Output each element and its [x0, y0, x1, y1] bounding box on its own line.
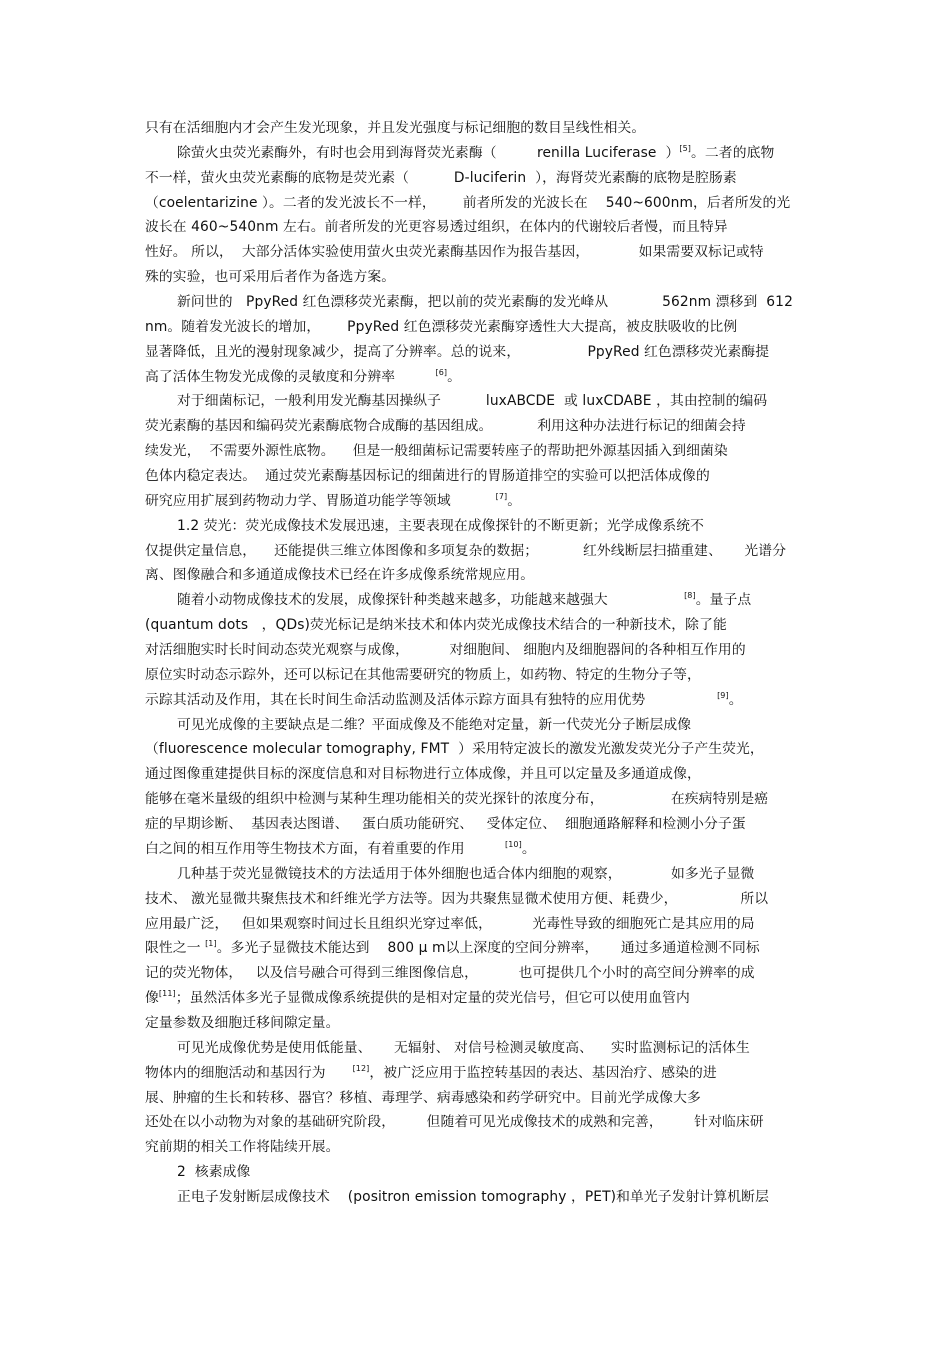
text-line: [145, 340, 825, 365]
line-tail: ，被广泛应用于监控转基因的表达、基因治疗、感染的进: [369, 1064, 717, 1081]
text-line: [145, 912, 825, 937]
text-line: [145, 737, 825, 762]
text-line: [145, 389, 825, 414]
text-line: [145, 887, 825, 912]
line-text: （fluorescence molecular tomography, FMT ）采用特定波长的激发光激发荧光分子产生荧光，: [145, 741, 764, 758]
line-text: 随着小动物成像技术的发展，成像探针种类越来越多，功能越来越强大: [177, 592, 685, 609]
line-text: 限性之一: [145, 940, 206, 957]
text-line: [145, 837, 825, 862]
text-line: [145, 762, 825, 787]
citation-ref: [12]: [352, 1063, 370, 1073]
text-line: [145, 539, 825, 564]
body-text: [145, 116, 825, 1210]
text-line: [145, 936, 825, 961]
line-text: 对活细胞实时长时间动态荧光观察与成像， 对细胞间、 细胞内及细胞器间的各种相互作用的: [145, 642, 746, 659]
line-text: 荧光素酶的基因和编码荧光素酶底物合成酶的基因组成。 利用这种办法进行标记的细菌会持: [145, 418, 746, 435]
text-line: [145, 514, 825, 539]
citation-ref: [9]: [717, 690, 729, 700]
text-line: [145, 290, 825, 315]
line-text: 1.2 荧光：荧光成像技术发展迅速，主要表现在成像探针的不断更新；光学成像系统不: [177, 517, 705, 534]
line-text: 通过图像重建提供目标的深度信息和对目标物进行立体成像，并且可以定量及多通道成像，: [145, 766, 701, 783]
line-tail: ；虽然活体多光子显微成像系统提供的是相对定量的荧光信号，但它可以使用血管内: [175, 990, 690, 1007]
line-tail: 。: [447, 368, 462, 385]
text-line: [145, 1185, 825, 1210]
line-text: 对于细菌标记，一般利用发光酶基因操纵子 luxABCDE 或 luxCDABE ，其由控制的编码: [177, 393, 768, 410]
citation-ref: [6]: [435, 367, 448, 377]
line-text: 续发光， 不需要外源性底物。 但是一般细菌标记需要转座子的帮助把外源基因插入到细菌染: [145, 443, 728, 460]
text-line: [145, 141, 825, 166]
line-text: 色体内稳定表达。 通过荧光素酶基因标记的细菌进行的胃肠道排空的实验可以把活体成像的: [145, 468, 710, 485]
line-text: 技术、 激光显微共聚焦技术和纤维光学方法等。因为共聚焦显微术使用方便、耗费少， 所以: [145, 890, 769, 907]
line-text: 能够在毫米量级的组织中检测与某种生理功能相关的荧光探针的浓度分布， 在疾病特别是癌: [145, 791, 769, 808]
line-tail: 。: [728, 691, 743, 708]
text-line: [145, 191, 825, 216]
text-line: [145, 215, 825, 240]
citation-ref: [8]: [684, 591, 696, 601]
line-text: 应用最广泛， 但如果观察时间过长且组织光穿过率低， 光毒性导致的细胞死亡是其应用的局: [145, 915, 755, 932]
line-text: nm。随着发光波长的增加， PpyRed 红色漂移荧光素酶穿透性大大提高，被皮肤吸收的比例: [145, 318, 738, 335]
text-line: [145, 713, 825, 738]
text-line: [145, 1160, 825, 1185]
line-text: 像: [145, 990, 159, 1007]
line-text: 2 核素成像: [177, 1164, 251, 1181]
text-line: [145, 265, 825, 290]
text-line: [145, 1011, 825, 1036]
line-text: 高了活体生物发光成像的灵敏度和分辨率: [145, 368, 436, 385]
line-tail: 。量子点: [695, 592, 752, 609]
text-line: [145, 563, 825, 588]
line-text: 显著降低，且光的漫射现象减少，提高了分辨率。总的说来， PpyRed 红色漂移荧光素酶提: [145, 343, 770, 360]
text-line: [145, 464, 825, 489]
text-line: [145, 489, 825, 514]
line-text: 性好。 所以， 大部分活体实验使用萤火虫荧光素酶基因作为报告基因， 如果需要双标记或特: [145, 244, 764, 261]
line-text: 仅提供定量信息， 还能提供三维立体图像和多项复杂的数据； 红外线断层扫描重建、 光谱分: [145, 542, 787, 559]
line-text: 殊的实验，也可采用后者作为备选方案。: [145, 269, 396, 286]
text-line: [145, 166, 825, 191]
text-line: [145, 862, 825, 887]
text-line: [145, 787, 825, 812]
line-text: 示踪其活动及作用，其在长时间生命活动监测及活体示踪方面具有独特的应用优势: [145, 691, 718, 708]
citation-ref: [11]: [158, 989, 176, 999]
text-line: [145, 1086, 825, 1111]
line-text: 只有在活细胞内才会产生发光现象，并且发光强度与标记细胞的数目呈线性相关。: [145, 120, 646, 136]
line-text: 波长在 460~540nm 左右。前者所发的光更容易透过组织，在体内的代谢较后者慢，而且特异: [145, 219, 728, 236]
line-text: 可见光成像优势是使用低能量、 无辐射、 对信号检测灵敏度高、 实时监测标记的活体生: [177, 1039, 750, 1056]
line-text: 除萤火虫荧光素酶外，有时也会用到海肾荧光素酶（ renilla Luciferase ）: [177, 144, 680, 161]
text-line: [145, 588, 825, 613]
text-line: [145, 315, 825, 340]
text-line: [145, 1135, 825, 1160]
citation-ref: [7]: [495, 491, 508, 501]
line-text: 离、图像融合和多通道成像技术已经在许多成像系统常规应用。: [145, 567, 535, 584]
line-text: 展、肿瘤的生长和转移、器官？移植、毒理学、病毒感染和药学研究中。目前光学成像大多: [145, 1089, 701, 1106]
text-line: [145, 1110, 825, 1135]
line-text: 症的早期诊断、 基因表达图谱、 蛋白质功能研究、 受体定位、 细胞通路解释和检测小分子蛋: [145, 816, 746, 833]
line-text: 不一样，萤火虫荧光素酶的底物是荧光素（ D-luciferin ），海肾荧光素酶的底物是腔肠素: [145, 169, 737, 186]
text-line: [145, 116, 825, 141]
line-tail: 。多光子显微技术能达到 800 μ m以上深度的空间分辨率， 通过多通道检测不同标: [216, 940, 760, 957]
text-line: [145, 663, 825, 688]
text-line: [145, 1036, 825, 1061]
line-tail: 。: [521, 840, 536, 857]
text-line: [145, 986, 825, 1011]
citation-ref: [10]: [505, 839, 522, 849]
line-text: 白之间的相互作用等生物技术方面，有着重要的作用: [145, 840, 505, 857]
line-text: （coelentarizine ）。二者的发光波长不一样， 前者所发的光波长在 540~600nm，后者所发的光: [145, 194, 791, 211]
line-text: 研究应用扩展到药物动力学、胃肠道功能学等领域: [145, 492, 496, 509]
line-text: 究前期的相关工作将陆续开展。: [145, 1139, 340, 1156]
line-text: (quantum dots ，QDs)荧光标记是纳米技术和体内荧光成像技术结合的一种新技术，除了能: [145, 617, 727, 634]
line-text: 记的荧光物体， 以及信号融合可得到三维图像信息， 也可提供几个小时的高空间分辨率的成: [145, 965, 755, 982]
line-tail: 。二者的底物: [691, 144, 775, 161]
line-text: 新问世的 PpyRed 红色漂移荧光素酶，把以前的荧光素酶的发光峰从 562nm 漂移到 612: [177, 294, 793, 311]
citation-ref: [1]: [205, 939, 217, 949]
text-line: [145, 365, 825, 390]
line-text: 正电子发射断层成像技术 (positron emission tomography ，PET)和单光子发射计算机断层: [177, 1188, 769, 1205]
line-text: 还处在以小动物为对象的基础研究阶段， 但随着可见光成像技术的成熟和完善， 针对临床研: [145, 1114, 764, 1131]
line-tail: 。: [507, 492, 522, 509]
line-text: 物体内的细胞活动和基因行为: [145, 1064, 353, 1081]
text-line: [145, 688, 825, 713]
text-line: [145, 638, 825, 663]
text-line: [145, 613, 825, 638]
line-text: 可见光成像的主要缺点是二维？平面成像及不能绝对定量，新一代荧光分子断层成像: [177, 716, 692, 733]
text-line: [145, 439, 825, 464]
text-line: [145, 240, 825, 265]
text-line: [145, 812, 825, 837]
text-line: [145, 1061, 825, 1086]
citation-ref: [5]: [679, 143, 692, 153]
text-line: [145, 961, 825, 986]
line-text: 定量参数及细胞迁移间隙定量。: [145, 1014, 340, 1031]
line-text: 几种基于荧光显微镜技术的方法适用于体外细胞也适合体内细胞的观察， 如多光子显微: [177, 865, 755, 882]
text-line: [145, 414, 825, 439]
line-text: 原位实时动态示踪外，还可以标记在其他需要研究的物质上，如药物、特定的生物分子等，: [145, 666, 701, 683]
